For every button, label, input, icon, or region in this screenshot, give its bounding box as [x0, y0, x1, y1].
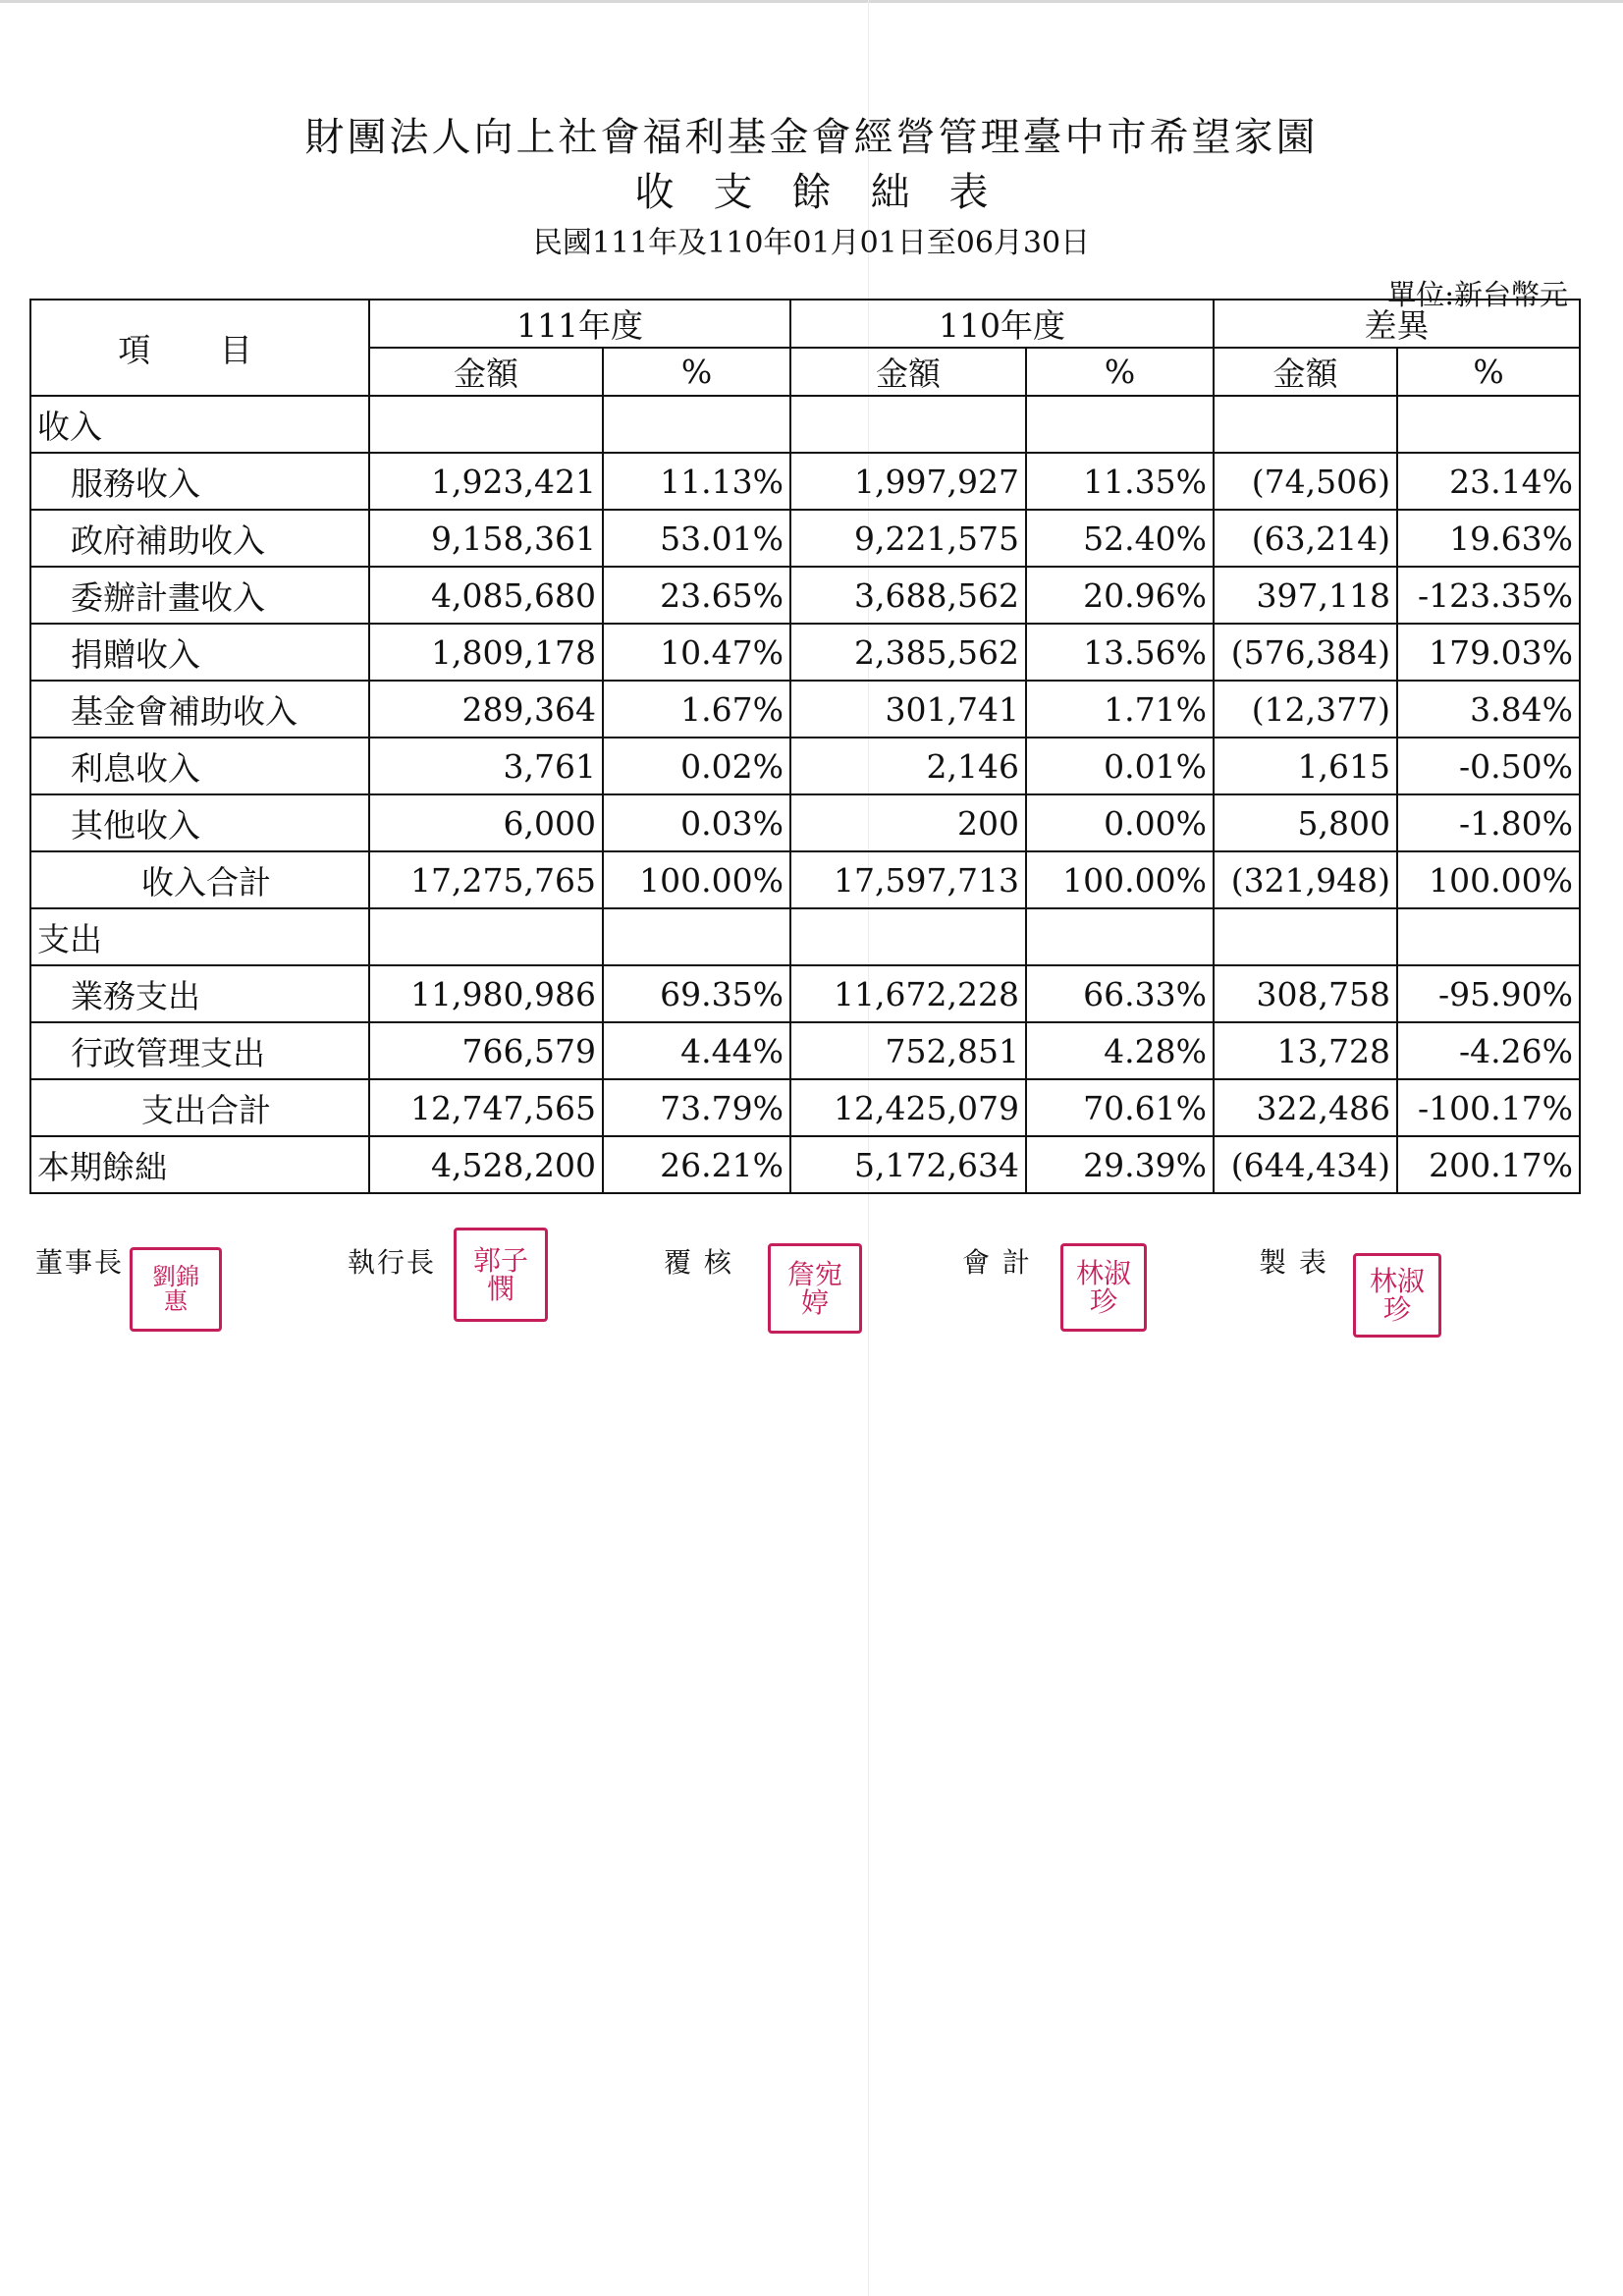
- percent-cell: 4.28%: [1026, 1022, 1214, 1079]
- col-header-pct: %: [603, 348, 790, 396]
- signature-ceo-label: 執行長: [348, 1246, 437, 1279]
- amount-cell: 200: [790, 794, 1026, 851]
- percent-cell: 70.61%: [1026, 1079, 1214, 1136]
- amount-cell: 5,800: [1214, 794, 1397, 851]
- percent-cell: 100.00%: [1397, 851, 1580, 908]
- table-row: [30, 510, 1580, 567]
- amount-cell: 308,758: [1214, 965, 1397, 1022]
- percent-cell: 29.39%: [1026, 1136, 1214, 1193]
- percent-cell: 100.00%: [1026, 851, 1214, 908]
- amount-cell: 9,158,361: [369, 510, 603, 567]
- row-label: 其他收入: [30, 794, 369, 851]
- percent-cell: 52.40%: [1026, 510, 1214, 567]
- amount-cell: 289,364: [369, 681, 603, 738]
- percent-cell: [1397, 396, 1580, 453]
- col-header-pct: %: [1397, 348, 1580, 396]
- row-label: 利息收入: [30, 738, 369, 794]
- percent-cell: -100.17%: [1397, 1079, 1580, 1136]
- amount-cell: [790, 908, 1026, 965]
- report-period: 民國111年及110年01月01日至06月30日: [532, 226, 1091, 260]
- amount-cell: 17,597,713: [790, 851, 1026, 908]
- seal-text: 林淑珍: [1369, 1264, 1425, 1326]
- percent-cell: -0.50%: [1397, 738, 1580, 794]
- amount-cell: 11,980,986: [369, 965, 603, 1022]
- percent-cell: 3.84%: [1397, 681, 1580, 738]
- row-label: 本期餘絀: [30, 1136, 369, 1193]
- percent-cell: -123.35%: [1397, 567, 1580, 624]
- col-header-amount: 金額: [1214, 348, 1397, 396]
- row-label: 支出: [30, 908, 369, 965]
- table-row: [30, 453, 1580, 510]
- amount-cell: 13,728: [1214, 1022, 1397, 1079]
- signature-preparer-label: 製 表: [1259, 1246, 1328, 1279]
- amount-cell: (644,434): [1214, 1136, 1397, 1193]
- row-label: 收入合計: [30, 851, 369, 908]
- percent-cell: 13.56%: [1026, 624, 1214, 681]
- seal-text: 郭子憫: [472, 1243, 528, 1305]
- amount-cell: (12,377): [1214, 681, 1397, 738]
- table-row: [30, 794, 1580, 851]
- percent-cell: 0.01%: [1026, 738, 1214, 794]
- header-row-groups: [30, 300, 1580, 348]
- col-header-amount: 金額: [369, 348, 603, 396]
- percent-cell: 53.01%: [603, 510, 790, 567]
- seal-text: 劉錦惠: [152, 1262, 199, 1315]
- amount-cell: 5,172,634: [790, 1136, 1026, 1193]
- signature-review-label: 覆 核: [664, 1246, 733, 1279]
- percent-cell: 23.14%: [1397, 453, 1580, 510]
- percent-cell: 11.13%: [603, 453, 790, 510]
- amount-cell: 766,579: [369, 1022, 603, 1079]
- percent-cell: 100.00%: [603, 851, 790, 908]
- amount-cell: 11,672,228: [790, 965, 1026, 1022]
- percent-cell: 69.35%: [603, 965, 790, 1022]
- table-row: [30, 396, 1580, 453]
- seal-chairman: [130, 1247, 222, 1332]
- seal-text: 詹宛婷: [786, 1257, 842, 1319]
- percent-cell: [1026, 908, 1214, 965]
- amount-cell: 322,486: [1214, 1079, 1397, 1136]
- row-label: 業務支出: [30, 965, 369, 1022]
- amount-cell: 301,741: [790, 681, 1026, 738]
- table-row: [30, 851, 1580, 908]
- percent-cell: 179.03%: [1397, 624, 1580, 681]
- amount-cell: 17,275,765: [369, 851, 603, 908]
- table-row: [30, 1079, 1580, 1136]
- row-label: 行政管理支出: [30, 1022, 369, 1079]
- percent-cell: 1.71%: [1026, 681, 1214, 738]
- percent-cell: 20.96%: [1026, 567, 1214, 624]
- percent-cell: 1.67%: [603, 681, 790, 738]
- amount-cell: 2,385,562: [790, 624, 1026, 681]
- table-row: [30, 738, 1580, 794]
- row-label: 捐贈收入: [30, 624, 369, 681]
- percent-cell: 0.02%: [603, 738, 790, 794]
- percent-cell: [1026, 396, 1214, 453]
- seal-ceo: [454, 1228, 548, 1322]
- org-title: 財團法人向上社會福利基金會經營管理臺中市希望家園: [304, 115, 1319, 160]
- amount-cell: 12,747,565: [369, 1079, 603, 1136]
- signature-accounting-label: 會 計: [962, 1246, 1032, 1279]
- amount-cell: [369, 396, 603, 453]
- table-row: [30, 567, 1580, 624]
- amount-cell: 397,118: [1214, 567, 1397, 624]
- amount-cell: (321,948): [1214, 851, 1397, 908]
- col-header-difference: 差異: [1214, 300, 1580, 348]
- percent-cell: [1397, 908, 1580, 965]
- col-header-item: 項 目: [30, 300, 369, 396]
- amount-cell: [1214, 908, 1397, 965]
- col-header-111: 111年度: [369, 300, 790, 348]
- amount-cell: 3,688,562: [790, 567, 1026, 624]
- amount-cell: 1,997,927: [790, 453, 1026, 510]
- signature-chairman-label: 董事長: [35, 1246, 125, 1279]
- scan-edge: [0, 0, 1623, 3]
- amount-cell: 4,085,680: [369, 567, 603, 624]
- percent-cell: 26.21%: [603, 1136, 790, 1193]
- seal-review: [768, 1243, 862, 1334]
- percent-cell: -95.90%: [1397, 965, 1580, 1022]
- percent-cell: 10.47%: [603, 624, 790, 681]
- percent-cell: 200.17%: [1397, 1136, 1580, 1193]
- amount-cell: 1,809,178: [369, 624, 603, 681]
- amount-cell: [790, 396, 1026, 453]
- percent-cell: -4.26%: [1397, 1022, 1580, 1079]
- currency-unit: 單位:新台幣元: [1387, 278, 1568, 311]
- amount-cell: 2,146: [790, 738, 1026, 794]
- amount-cell: (74,506): [1214, 453, 1397, 510]
- col-header-110: 110年度: [790, 300, 1214, 348]
- seal-accounting: [1060, 1243, 1147, 1332]
- amount-cell: [369, 908, 603, 965]
- row-label: 基金會補助收入: [30, 681, 369, 738]
- percent-cell: 11.35%: [1026, 453, 1214, 510]
- percent-cell: 23.65%: [603, 567, 790, 624]
- percent-cell: 73.79%: [603, 1079, 790, 1136]
- amount-cell: 752,851: [790, 1022, 1026, 1079]
- amount-cell: 9,221,575: [790, 510, 1026, 567]
- amount-cell: (576,384): [1214, 624, 1397, 681]
- table-row: [30, 1136, 1580, 1193]
- amount-cell: 1,923,421: [369, 453, 603, 510]
- percent-cell: [603, 396, 790, 453]
- seal-preparer: [1353, 1253, 1441, 1338]
- table-row: [30, 965, 1580, 1022]
- row-label: 政府補助收入: [30, 510, 369, 567]
- row-label: 委辦計畫收入: [30, 567, 369, 624]
- col-header-amount: 金額: [790, 348, 1026, 396]
- seal-text: 林淑珍: [1075, 1256, 1131, 1318]
- row-label: 服務收入: [30, 453, 369, 510]
- amount-cell: 4,528,200: [369, 1136, 603, 1193]
- percent-cell: 0.00%: [1026, 794, 1214, 851]
- amount-cell: [1214, 396, 1397, 453]
- table-row: [30, 908, 1580, 965]
- amount-cell: 6,000: [369, 794, 603, 851]
- amount-cell: 1,615: [1214, 738, 1397, 794]
- percent-cell: 66.33%: [1026, 965, 1214, 1022]
- row-label: 支出合計: [30, 1079, 369, 1136]
- income-expense-table: [29, 299, 1581, 1194]
- row-label: 收入: [30, 396, 369, 453]
- amount-cell: 12,425,079: [790, 1079, 1026, 1136]
- table-row: [30, 624, 1580, 681]
- percent-cell: [603, 908, 790, 965]
- percent-cell: 19.63%: [1397, 510, 1580, 567]
- amount-cell: (63,214): [1214, 510, 1397, 567]
- percent-cell: 0.03%: [603, 794, 790, 851]
- percent-cell: -1.80%: [1397, 794, 1580, 851]
- percent-cell: 4.44%: [603, 1022, 790, 1079]
- col-header-pct: %: [1026, 348, 1214, 396]
- amount-cell: 3,761: [369, 738, 603, 794]
- document-title: 收支餘絀表: [634, 170, 1028, 215]
- table-row: [30, 1022, 1580, 1079]
- table-row: [30, 681, 1580, 738]
